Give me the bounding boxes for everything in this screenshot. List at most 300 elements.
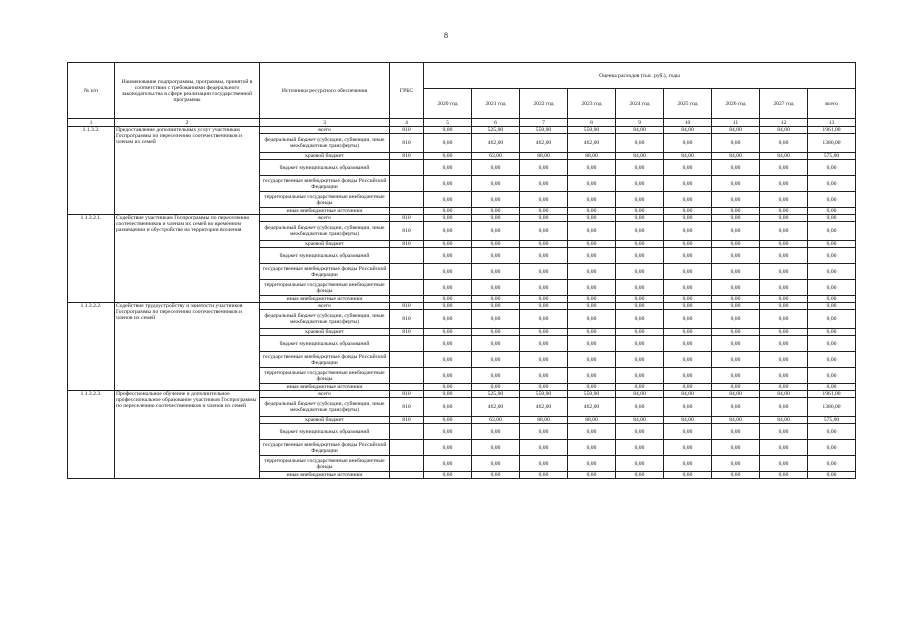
source-label: территориальные государственные внебюджетные фонды xyxy=(260,456,390,472)
header-grbs: ГРБС xyxy=(390,63,424,119)
value-cell: 0,00 xyxy=(424,391,472,398)
value-cell: 0,00 xyxy=(760,280,808,296)
header-num: № п/п xyxy=(68,63,115,119)
value-cell: 0,00 xyxy=(472,303,520,310)
value-cell: 0,00 xyxy=(568,424,616,440)
value-cell: 88,00 xyxy=(520,417,568,424)
value-cell: 0,00 xyxy=(808,352,856,368)
grbs-code: 810 xyxy=(390,391,424,398)
value-cell: 0,00 xyxy=(760,368,808,384)
source-label: федеральный бюджет (субсидии, субвенции, иные межбюджетные трансферты) xyxy=(260,222,390,241)
value-cell: 0,00 xyxy=(712,336,760,352)
value-cell: 84,00 xyxy=(760,153,808,160)
value-cell: 0,00 xyxy=(424,336,472,352)
value-cell: 0,00 xyxy=(712,160,760,176)
value-cell: 0,00 xyxy=(712,440,760,456)
grbs-code xyxy=(390,472,424,479)
value-cell: 0,00 xyxy=(664,368,712,384)
value-cell: 0,00 xyxy=(664,160,712,176)
budget-table xyxy=(67,62,856,479)
value-cell: 0,00 xyxy=(424,153,472,160)
header-index-cell: 8 xyxy=(568,119,616,127)
page-number: 8 xyxy=(444,31,448,40)
value-cell: 0,00 xyxy=(808,310,856,329)
value-cell: 525,00 xyxy=(472,127,520,134)
grbs-code xyxy=(390,208,424,215)
value-cell: 0,00 xyxy=(712,176,760,192)
value-cell: 0,00 xyxy=(760,336,808,352)
grbs-code: 810 xyxy=(390,329,424,336)
value-cell: 0,00 xyxy=(712,208,760,215)
item-code: 1.1.3.2.2. xyxy=(68,303,115,391)
table-row xyxy=(68,127,856,134)
value-cell: 88,00 xyxy=(520,153,568,160)
value-cell: 0,00 xyxy=(520,208,568,215)
value-cell: 0,00 xyxy=(424,384,472,391)
value-cell: 0,00 xyxy=(472,310,520,329)
value-cell: 0,00 xyxy=(760,329,808,336)
value-cell: 0,00 xyxy=(760,440,808,456)
value-cell: 0,00 xyxy=(472,336,520,352)
source-label: федеральный бюджет (субсидии, субвенции, иные межбюджетные трансферты) xyxy=(260,310,390,329)
value-cell: 575,00 xyxy=(808,153,856,160)
value-cell: 0,00 xyxy=(472,248,520,264)
value-cell: 0,00 xyxy=(712,329,760,336)
header-index-cell: 3 xyxy=(260,119,390,127)
value-cell: 0,00 xyxy=(472,215,520,222)
value-cell: 0,00 xyxy=(664,440,712,456)
value-cell: 88,00 xyxy=(568,153,616,160)
value-cell: 0,00 xyxy=(520,329,568,336)
value-cell: 0,00 xyxy=(712,456,760,472)
source-label: иные внебюджетные источники xyxy=(260,472,390,479)
item-name: Содействие трудоустройству и занятости участников Госпрограммы по переселению соотечественников и членов их семей xyxy=(115,303,260,391)
value-cell: 0,00 xyxy=(424,264,472,280)
value-cell: 0,00 xyxy=(520,264,568,280)
value-cell: 0,00 xyxy=(424,424,472,440)
value-cell: 0,00 xyxy=(472,424,520,440)
value-cell: 0,00 xyxy=(616,352,664,368)
value-cell: 0,00 xyxy=(664,384,712,391)
source-label: всего xyxy=(260,215,390,222)
value-cell: 0,00 xyxy=(760,424,808,440)
source-label: бюджет муниципальных образований xyxy=(260,336,390,352)
value-cell: 0,00 xyxy=(664,176,712,192)
value-cell: 0,00 xyxy=(568,336,616,352)
grbs-code xyxy=(390,424,424,440)
value-cell: 0,00 xyxy=(424,215,472,222)
value-cell: 0,00 xyxy=(616,241,664,248)
value-cell: 0,00 xyxy=(664,424,712,440)
header-index-cell: 6 xyxy=(472,119,520,127)
value-cell: 0,00 xyxy=(472,241,520,248)
value-cell: 0,00 xyxy=(520,424,568,440)
value-cell: 550,00 xyxy=(568,127,616,134)
value-cell: 0,00 xyxy=(616,208,664,215)
value-cell: 0,00 xyxy=(472,440,520,456)
grbs-code: 810 xyxy=(390,303,424,310)
source-label: всего xyxy=(260,127,390,134)
value-cell: 0,00 xyxy=(664,310,712,329)
value-cell: 0,00 xyxy=(712,384,760,391)
value-cell: 0,00 xyxy=(760,222,808,241)
value-cell: 0,00 xyxy=(424,280,472,296)
value-cell: 0,00 xyxy=(424,222,472,241)
value-cell: 84,00 xyxy=(664,153,712,160)
header-source: Источники ресурсного обеспечения xyxy=(260,63,390,119)
header-index-cell: 9 xyxy=(616,119,664,127)
value-cell: 0,00 xyxy=(520,440,568,456)
value-cell: 0,00 xyxy=(568,160,616,176)
value-cell: 84,00 xyxy=(760,127,808,134)
value-cell: 0,00 xyxy=(616,248,664,264)
value-cell: 0,00 xyxy=(568,368,616,384)
grbs-code xyxy=(390,280,424,296)
value-cell: 0,00 xyxy=(664,303,712,310)
value-cell: 0,00 xyxy=(616,398,664,417)
value-cell: 0,00 xyxy=(568,176,616,192)
grbs-code xyxy=(390,440,424,456)
value-cell: 0,00 xyxy=(616,280,664,296)
value-cell: 84,00 xyxy=(616,153,664,160)
header-index-cell: 13 xyxy=(808,119,856,127)
source-label: государственные внебюджетные фонды Российской Федерации xyxy=(260,264,390,280)
value-cell: 462,00 xyxy=(520,134,568,153)
value-cell: 0,00 xyxy=(520,215,568,222)
value-cell: 462,00 xyxy=(568,398,616,417)
value-cell: 0,00 xyxy=(760,241,808,248)
value-cell: 0,00 xyxy=(520,160,568,176)
value-cell: 0,00 xyxy=(760,352,808,368)
value-cell: 0,00 xyxy=(472,296,520,303)
value-cell: 0,00 xyxy=(664,248,712,264)
value-cell: 0,00 xyxy=(616,222,664,241)
value-cell: 0,00 xyxy=(712,296,760,303)
source-label: территориальные государственные внебюджетные фонды xyxy=(260,280,390,296)
value-cell: 0,00 xyxy=(808,296,856,303)
header-year: 2023 год xyxy=(568,89,616,119)
value-cell: 0,00 xyxy=(520,384,568,391)
grbs-code xyxy=(390,248,424,264)
value-cell: 0,00 xyxy=(664,134,712,153)
source-label: краевой бюджет xyxy=(260,417,390,424)
value-cell: 0,00 xyxy=(616,440,664,456)
value-cell: 0,00 xyxy=(472,456,520,472)
value-cell: 0,00 xyxy=(520,472,568,479)
value-cell: 0,00 xyxy=(664,222,712,241)
value-cell: 0,00 xyxy=(760,384,808,391)
value-cell: 0,00 xyxy=(616,264,664,280)
value-cell: 84,00 xyxy=(616,417,664,424)
value-cell: 0,00 xyxy=(472,280,520,296)
value-cell: 0,00 xyxy=(568,208,616,215)
source-label: краевой бюджет xyxy=(260,241,390,248)
value-cell: 0,00 xyxy=(424,417,472,424)
value-cell: 0,00 xyxy=(472,352,520,368)
value-cell: 0,00 xyxy=(568,241,616,248)
source-label: иные внебюджетные источники xyxy=(260,296,390,303)
header-year: 2027 год xyxy=(760,89,808,119)
value-cell: 462,00 xyxy=(472,134,520,153)
value-cell: 0,00 xyxy=(472,264,520,280)
value-cell: 0,00 xyxy=(424,368,472,384)
value-cell: 0,00 xyxy=(760,215,808,222)
grbs-code xyxy=(390,352,424,368)
source-label: всего xyxy=(260,303,390,310)
value-cell: 0,00 xyxy=(568,248,616,264)
source-label: иные внебюджетные источники xyxy=(260,384,390,391)
value-cell: 84,00 xyxy=(760,391,808,398)
value-cell: 0,00 xyxy=(808,176,856,192)
grbs-code xyxy=(390,192,424,208)
value-cell: 0,00 xyxy=(664,280,712,296)
grbs-code: 810 xyxy=(390,134,424,153)
item-name: Профессиональное обучение и дополнительное профессиональное образование участников Госпрограммы по переселению соотечественников и членов их семей xyxy=(115,391,260,479)
value-cell: 0,00 xyxy=(472,472,520,479)
value-cell: 84,00 xyxy=(616,127,664,134)
value-cell: 0,00 xyxy=(712,424,760,440)
value-cell: 0,00 xyxy=(424,160,472,176)
grbs-code: 810 xyxy=(390,222,424,241)
header-year: 2022 год xyxy=(520,89,568,119)
value-cell: 0,00 xyxy=(568,440,616,456)
value-cell: 0,00 xyxy=(424,241,472,248)
value-cell: 0,00 xyxy=(424,127,472,134)
value-cell: 0,00 xyxy=(424,329,472,336)
value-cell: 0,00 xyxy=(424,352,472,368)
value-cell: 0,00 xyxy=(424,134,472,153)
value-cell: 575,00 xyxy=(808,417,856,424)
value-cell: 462,00 xyxy=(568,134,616,153)
grbs-code xyxy=(390,368,424,384)
value-cell: 0,00 xyxy=(568,329,616,336)
value-cell: 0,00 xyxy=(568,472,616,479)
value-cell: 0,00 xyxy=(664,215,712,222)
source-label: иные внебюджетные источники xyxy=(260,208,390,215)
value-cell: 0,00 xyxy=(568,215,616,222)
header-year: 2021 год xyxy=(472,89,520,119)
value-cell: 0,00 xyxy=(808,456,856,472)
item-code: 1.1.3.2.1. xyxy=(68,215,115,303)
index-row xyxy=(68,119,856,127)
value-cell: 0,00 xyxy=(712,310,760,329)
header-year: 2026 год xyxy=(712,89,760,119)
value-cell: 1386,00 xyxy=(808,398,856,417)
value-cell: 0,00 xyxy=(664,398,712,417)
value-cell: 0,00 xyxy=(520,280,568,296)
value-cell: 0,00 xyxy=(616,329,664,336)
value-cell: 0,00 xyxy=(808,280,856,296)
value-cell: 0,00 xyxy=(808,329,856,336)
item-code: 1.1.3.2. xyxy=(68,127,115,215)
grbs-code xyxy=(390,264,424,280)
value-cell: 0,00 xyxy=(520,296,568,303)
value-cell: 0,00 xyxy=(520,336,568,352)
value-cell: 1386,00 xyxy=(808,134,856,153)
value-cell: 0,00 xyxy=(808,222,856,241)
value-cell: 84,00 xyxy=(664,417,712,424)
value-cell: 84,00 xyxy=(712,417,760,424)
value-cell: 0,00 xyxy=(616,336,664,352)
value-cell: 0,00 xyxy=(664,192,712,208)
value-cell: 84,00 xyxy=(712,153,760,160)
value-cell: 0,00 xyxy=(424,296,472,303)
value-cell: 0,00 xyxy=(424,440,472,456)
value-cell: 0,00 xyxy=(712,222,760,241)
source-label: федеральный бюджет (субсидии, субвенции, иные межбюджетные трансферты) xyxy=(260,134,390,153)
value-cell: 0,00 xyxy=(568,303,616,310)
header-index-cell: 2 xyxy=(115,119,260,127)
value-cell: 0,00 xyxy=(664,264,712,280)
header-index-cell: 5 xyxy=(424,119,472,127)
value-cell: 0,00 xyxy=(424,456,472,472)
value-cell: 0,00 xyxy=(712,303,760,310)
value-cell: 0,00 xyxy=(760,398,808,417)
grbs-code: 810 xyxy=(390,417,424,424)
value-cell: 0,00 xyxy=(664,456,712,472)
value-cell: 84,00 xyxy=(712,391,760,398)
header-index-cell: 12 xyxy=(760,119,808,127)
value-cell: 0,00 xyxy=(424,248,472,264)
value-cell: 0,00 xyxy=(760,456,808,472)
value-cell: 525,00 xyxy=(472,391,520,398)
value-cell: 0,00 xyxy=(520,176,568,192)
value-cell: 0,00 xyxy=(568,310,616,329)
value-cell: 0,00 xyxy=(424,310,472,329)
value-cell: 0,00 xyxy=(616,310,664,329)
value-cell: 0,00 xyxy=(568,352,616,368)
table-row xyxy=(68,391,856,398)
value-cell: 550,00 xyxy=(568,391,616,398)
grbs-code: 810 xyxy=(390,153,424,160)
value-cell: 0,00 xyxy=(760,472,808,479)
value-cell: 0,00 xyxy=(712,241,760,248)
value-cell: 0,00 xyxy=(424,303,472,310)
value-cell: 0,00 xyxy=(664,208,712,215)
value-cell: 0,00 xyxy=(760,296,808,303)
value-cell: 0,00 xyxy=(568,264,616,280)
grbs-code xyxy=(390,384,424,391)
value-cell: 0,00 xyxy=(712,215,760,222)
header-name: Наименование подпрограммы, программы, принятой в соответствии с требованиями федерального законодательства в сфере реализации государственной программы xyxy=(115,63,260,119)
value-cell: 0,00 xyxy=(808,248,856,264)
value-cell: 0,00 xyxy=(568,192,616,208)
value-cell: 0,00 xyxy=(424,398,472,417)
value-cell: 0,00 xyxy=(424,176,472,192)
value-cell: 550,00 xyxy=(520,391,568,398)
value-cell: 0,00 xyxy=(472,176,520,192)
source-label: государственные внебюджетные фонды Российской Федерации xyxy=(260,440,390,456)
header-year: всего xyxy=(808,89,856,119)
value-cell: 0,00 xyxy=(616,296,664,303)
value-cell: 0,00 xyxy=(520,303,568,310)
value-cell: 0,00 xyxy=(760,192,808,208)
value-cell: 0,00 xyxy=(760,208,808,215)
value-cell: 0,00 xyxy=(664,241,712,248)
value-cell: 0,00 xyxy=(472,368,520,384)
item-code: 1.1.3.2.3. xyxy=(68,391,115,479)
value-cell: 0,00 xyxy=(712,368,760,384)
grbs-code xyxy=(390,176,424,192)
value-cell: 0,00 xyxy=(760,134,808,153)
value-cell: 0,00 xyxy=(808,336,856,352)
value-cell: 0,00 xyxy=(808,440,856,456)
grbs-code: 810 xyxy=(390,310,424,329)
source-label: государственные внебюджетные фонды Российской Федерации xyxy=(260,176,390,192)
source-label: всего xyxy=(260,391,390,398)
value-cell: 0,00 xyxy=(616,160,664,176)
source-label: краевой бюджет xyxy=(260,329,390,336)
value-cell: 0,00 xyxy=(616,192,664,208)
header-year: 2020 год xyxy=(424,89,472,119)
value-cell: 0,00 xyxy=(424,472,472,479)
value-cell: 0,00 xyxy=(760,264,808,280)
value-cell: 0,00 xyxy=(616,176,664,192)
value-cell: 0,00 xyxy=(760,303,808,310)
table-body xyxy=(68,127,856,479)
value-cell: 0,00 xyxy=(616,456,664,472)
source-label: краевой бюджет xyxy=(260,153,390,160)
value-cell: 0,00 xyxy=(568,384,616,391)
value-cell: 0,00 xyxy=(472,208,520,215)
table-row xyxy=(68,215,856,222)
value-cell: 0,00 xyxy=(808,472,856,479)
value-cell: 0,00 xyxy=(520,248,568,264)
value-cell: 84,00 xyxy=(664,391,712,398)
grbs-code: 810 xyxy=(390,215,424,222)
header-year: 2024 год xyxy=(616,89,664,119)
value-cell: 88,00 xyxy=(568,417,616,424)
value-cell: 0,00 xyxy=(472,384,520,391)
value-cell: 0,00 xyxy=(520,222,568,241)
value-cell: 0,00 xyxy=(520,352,568,368)
value-cell: 84,00 xyxy=(616,391,664,398)
value-cell: 0,00 xyxy=(712,264,760,280)
header-year: 2025 год xyxy=(664,89,712,119)
header-index-cell: 4 xyxy=(390,119,424,127)
value-cell: 0,00 xyxy=(712,352,760,368)
value-cell: 0,00 xyxy=(808,264,856,280)
value-cell: 0,00 xyxy=(520,368,568,384)
value-cell: 0,00 xyxy=(616,134,664,153)
item-name: Предоставление дополнительных услуг участникам Госпрограммы по переселению соотечественников и членам их семей xyxy=(115,127,260,215)
source-label: бюджет муниципальных образований xyxy=(260,248,390,264)
value-cell: 63,00 xyxy=(472,417,520,424)
value-cell: 0,00 xyxy=(808,384,856,391)
grbs-code: 810 xyxy=(390,241,424,248)
source-label: федеральный бюджет (субсидии, субвенции, иные межбюджетные трансферты) xyxy=(260,398,390,417)
value-cell: 0,00 xyxy=(664,296,712,303)
value-cell: 0,00 xyxy=(616,472,664,479)
header-index-cell: 11 xyxy=(712,119,760,127)
source-label: бюджет муниципальных образований xyxy=(260,424,390,440)
source-label: государственные внебюджетные фонды Российской Федерации xyxy=(260,352,390,368)
value-cell: 0,00 xyxy=(760,310,808,329)
value-cell: 0,00 xyxy=(520,241,568,248)
value-cell: 1961,00 xyxy=(808,127,856,134)
value-cell: 0,00 xyxy=(616,368,664,384)
grbs-code xyxy=(390,336,424,352)
value-cell: 0,00 xyxy=(568,222,616,241)
value-cell: 0,00 xyxy=(808,215,856,222)
value-cell: 0,00 xyxy=(712,472,760,479)
value-cell: 0,00 xyxy=(424,192,472,208)
value-cell: 0,00 xyxy=(712,248,760,264)
value-cell: 0,00 xyxy=(712,398,760,417)
value-cell: 0,00 xyxy=(808,192,856,208)
value-cell: 0,00 xyxy=(808,368,856,384)
value-cell: 0,00 xyxy=(472,160,520,176)
